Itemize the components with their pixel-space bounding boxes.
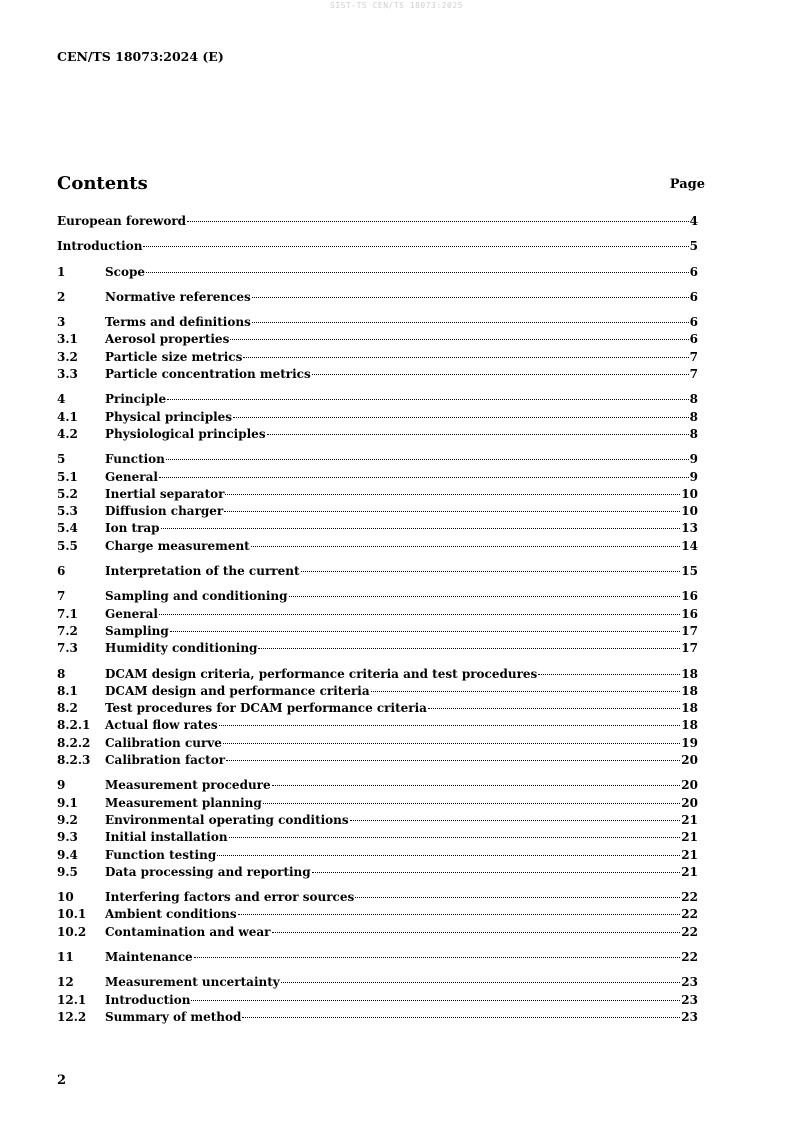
toc-entry[interactable]: [57, 315, 698, 332]
toc-entry-title: Function testing: [105, 847, 217, 862]
toc-entry-title: Physical principles: [105, 409, 233, 424]
toc-entry[interactable]: [57, 830, 698, 847]
toc-dot-leader: [223, 743, 680, 744]
toc-entry-page: 23: [681, 1009, 698, 1024]
toc-entry-page: 9: [689, 469, 698, 484]
toc-entry-page: 20: [681, 795, 698, 810]
toc-entry-page: 15: [681, 564, 698, 579]
toc-entry-page: 17: [681, 623, 698, 638]
toc-entry-number: 3.3: [57, 367, 78, 382]
toc-entry[interactable]: [57, 993, 698, 1010]
toc-entry-title: Principle: [105, 392, 167, 407]
toc-entry[interactable]: [57, 539, 698, 556]
toc-entry-number: 5: [57, 452, 66, 467]
toc-entry-number: 7.3: [57, 641, 78, 656]
toc-dot-leader: [252, 297, 689, 298]
toc-entry-number: 10.1: [57, 907, 87, 922]
toc-entry-title: Terms and definitions: [105, 315, 251, 330]
toc-entry[interactable]: [57, 736, 698, 753]
toc-dot-leader: [229, 837, 681, 838]
toc-entry-title: Ambient conditions: [105, 907, 237, 922]
toc-dot-leader: [187, 221, 689, 222]
toc-entry-title: Measurement uncertainty: [105, 975, 280, 990]
toc-entry-page: 21: [681, 864, 698, 879]
toc-entry-page: 20: [681, 778, 698, 793]
toc-entry-page: 8: [689, 426, 698, 441]
toc-entry-page: 23: [681, 975, 698, 990]
toc-entry-number: 6: [57, 564, 66, 579]
toc-dot-leader: [166, 459, 689, 460]
toc-entry[interactable]: [57, 487, 698, 504]
toc-entry-number: 12.1: [57, 992, 87, 1007]
toc-entry-page: 17: [681, 641, 698, 656]
toc-entry[interactable]: [57, 589, 698, 606]
toc-entry-title: General: [105, 606, 158, 621]
toc-entry-title: DCAM design and performance criteria: [105, 683, 370, 698]
toc-dot-leader: [267, 434, 689, 435]
toc-entry-title: Normative references: [105, 289, 251, 304]
toc-entry-page: 18: [681, 683, 698, 698]
toc-entry-number: 7.2: [57, 623, 78, 638]
toc-entry-page: 16: [681, 589, 698, 604]
toc-entry[interactable]: [57, 890, 698, 907]
toc-entry-title: Data processing and reporting: [105, 864, 311, 879]
toc-entry[interactable]: [57, 392, 698, 409]
toc-entry-number: 4.1: [57, 409, 78, 424]
toc-entry[interactable]: [57, 427, 698, 444]
toc-entry-number: 9.1: [57, 795, 78, 810]
toc-entry-number: 8.2.2: [57, 735, 91, 750]
toc-entry-number: 3.2: [57, 349, 78, 364]
toc-heading: Contents: [57, 173, 148, 194]
toc-dot-leader: [538, 674, 680, 675]
toc-entry-number: 5.1: [57, 469, 78, 484]
toc-entry-title: Function: [105, 452, 165, 467]
toc-entry[interactable]: [57, 641, 698, 658]
toc-entry-title: Introduction: [105, 992, 191, 1007]
toc-entry-number: 3.1: [57, 332, 78, 347]
toc-entry-page: 14: [681, 538, 698, 553]
toc-dot-leader: [170, 631, 681, 632]
toc-entry-number: 2: [57, 289, 66, 304]
toc-entry[interactable]: [57, 452, 698, 469]
toc-entry[interactable]: [57, 367, 698, 384]
toc-entry-title: General: [105, 469, 158, 484]
toc-entry[interactable]: [57, 848, 698, 865]
toc-entry[interactable]: [57, 350, 698, 367]
toc-dot-leader: [289, 596, 681, 597]
toc-entry-number: 5.4: [57, 521, 78, 536]
toc-entry-page: 23: [681, 992, 698, 1007]
toc-entry-title: Maintenance: [105, 949, 193, 964]
toc-entry-number: 7: [57, 589, 66, 604]
watermark: SIST-TS CEN/TS 18073:2025: [330, 1, 463, 10]
toc-entry-number: 9: [57, 778, 66, 793]
toc-entry-number: 8.2.3: [57, 753, 91, 768]
toc-dot-leader: [252, 322, 689, 323]
toc-entry-page: 19: [681, 735, 698, 750]
toc-dot-leader: [263, 803, 681, 804]
toc-entry[interactable]: [57, 410, 698, 427]
toc-dot-leader: [230, 339, 688, 340]
toc-entry-page: 8: [689, 392, 698, 407]
toc-entry-number: 11: [57, 949, 74, 964]
toc-dot-leader: [312, 872, 681, 873]
toc-entry-title: Contamination and wear: [105, 924, 271, 939]
toc-entry-page: 21: [681, 847, 698, 862]
toc-dot-leader: [159, 614, 680, 615]
toc-entry[interactable]: [57, 796, 698, 813]
toc-entry-number: 5.2: [57, 486, 78, 501]
toc-entry[interactable]: [57, 214, 698, 231]
toc-entry-page: 18: [681, 718, 698, 733]
toc-entry-number: 9.2: [57, 812, 78, 827]
toc-entry-page: 21: [681, 830, 698, 845]
toc-dot-leader: [272, 785, 681, 786]
toc-entry-number: 9.3: [57, 830, 78, 845]
toc-entry-title: Diffusion charger: [105, 504, 224, 519]
toc-entry-number: 9.4: [57, 847, 78, 862]
toc-dot-leader: [355, 897, 680, 898]
toc-entry-number: 12: [57, 975, 74, 990]
toc-entry-page: 22: [681, 907, 698, 922]
toc-entry[interactable]: [57, 778, 698, 795]
toc-entry[interactable]: [57, 564, 698, 581]
toc-dot-leader: [219, 725, 681, 726]
toc-entry-title: Sampling: [105, 623, 169, 638]
toc-dot-leader: [428, 708, 680, 709]
toc-dot-leader: [301, 571, 681, 572]
toc-entry[interactable]: [57, 1010, 698, 1027]
toc-entry-number: 8.2: [57, 701, 78, 716]
toc-dot-leader: [161, 528, 681, 529]
toc-entry-title: Aerosol properties: [105, 332, 230, 347]
toc-entry-title: Humidity conditioning: [105, 641, 258, 656]
toc-entry-page: 10: [681, 504, 698, 519]
toc-entry-title: Calibration curve: [105, 735, 222, 750]
toc-entry-number: 7.1: [57, 606, 78, 621]
toc-entry-title: Particle concentration metrics: [105, 367, 311, 382]
toc-entry[interactable]: [57, 624, 698, 641]
toc-dot-leader: [238, 914, 681, 915]
toc-entry-title: European foreword: [57, 214, 187, 228]
toc-entry[interactable]: [57, 925, 698, 942]
toc-entry-page: 6: [689, 315, 698, 330]
toc-entry-page: 5: [689, 239, 698, 254]
toc-entry-number: 8.2.1: [57, 718, 91, 733]
toc-dot-leader: [281, 982, 681, 983]
toc-entry[interactable]: [57, 813, 698, 830]
toc-entry-title: Summary of method: [105, 1009, 242, 1024]
toc-dot-leader: [312, 374, 689, 375]
toc-entry[interactable]: [57, 753, 698, 770]
toc-entry-number: 1: [57, 264, 66, 279]
toc-entry[interactable]: [57, 865, 698, 882]
toc-entry-number: 10.2: [57, 924, 87, 939]
toc-entry-title: Interpretation of the current: [105, 564, 300, 579]
toc-entry-number: 5.5: [57, 538, 78, 553]
toc-entry-title: Actual flow rates: [105, 718, 218, 733]
toc-entry-title: Charge measurement: [105, 538, 250, 553]
toc-entry[interactable]: [57, 975, 698, 992]
toc-entry[interactable]: [57, 907, 698, 924]
toc-dot-leader: [350, 820, 681, 821]
toc-entry-number: 9.5: [57, 864, 78, 879]
toc-entry-page: 9: [689, 452, 698, 467]
toc-entry-page: 6: [689, 264, 698, 279]
toc-entry-title: Physiological principles: [105, 426, 266, 441]
toc-entry[interactable]: [57, 332, 698, 349]
toc-entry-page: 16: [681, 606, 698, 621]
toc-entry-page: 20: [681, 753, 698, 768]
toc-entry-title: Measurement procedure: [105, 778, 271, 793]
table-of-contents: [57, 214, 698, 1027]
toc-dot-leader: [143, 246, 688, 247]
toc-entry[interactable]: [57, 684, 698, 701]
toc-entry[interactable]: [57, 718, 698, 735]
toc-entry-number: 10: [57, 890, 74, 905]
toc-entry-title: Initial installation: [105, 830, 228, 845]
toc-entry-page: 7: [689, 367, 698, 382]
toc-entry[interactable]: [57, 667, 698, 684]
page-number: 2: [57, 1073, 67, 1088]
toc-entry-page: 18: [681, 701, 698, 716]
toc-entry-page: 8: [689, 409, 698, 424]
toc-dot-leader: [191, 1000, 680, 1001]
toc-dot-leader: [272, 932, 681, 933]
toc-dot-leader: [371, 691, 681, 692]
toc-entry-page: 22: [681, 924, 698, 939]
toc-entry-title: Inertial separator: [105, 486, 225, 501]
toc-dot-leader: [251, 546, 681, 547]
toc-entry-page: 13: [681, 521, 698, 536]
toc-entry-page: 22: [681, 890, 698, 905]
toc-dot-leader: [217, 855, 680, 856]
toc-entry-title: Interfering factors and error sources: [105, 890, 355, 905]
toc-entry-page: 6: [689, 289, 698, 304]
toc-entry-number: 5.3: [57, 504, 78, 519]
toc-entry-title: Ion trap: [105, 521, 160, 536]
toc-entry[interactable]: [57, 701, 698, 718]
toc-dot-leader: [225, 494, 680, 495]
toc-entry[interactable]: [57, 521, 698, 538]
toc-entry-page: 6: [689, 332, 698, 347]
toc-entry-page: 10: [681, 486, 698, 501]
toc-entry-page: 22: [681, 949, 698, 964]
toc-entry-number: 12.2: [57, 1009, 87, 1024]
toc-dot-leader: [233, 417, 689, 418]
toc-entry-title: Measurement planning: [105, 795, 262, 810]
toc-entry[interactable]: [57, 950, 698, 967]
toc-entry[interactable]: [57, 290, 698, 307]
toc-entry-title: Test procedures for DCAM performance criteria: [105, 701, 427, 716]
toc-entry-page: 18: [681, 666, 698, 681]
toc-dot-leader: [146, 272, 689, 273]
toc-page-label: Page: [669, 177, 705, 192]
toc-entry-title: Scope: [105, 264, 146, 279]
toc-entry-title: Environmental operating conditions: [105, 812, 349, 827]
toc-dot-leader: [167, 399, 689, 400]
toc-entry[interactable]: [57, 239, 698, 256]
toc-entry[interactable]: [57, 265, 698, 282]
toc-dot-leader: [258, 648, 680, 649]
toc-dot-leader: [159, 477, 689, 478]
toc-entry-title: Sampling and conditioning: [105, 589, 288, 604]
toc-entry-number: 4.2: [57, 426, 78, 441]
toc-entry-title: Particle size metrics: [105, 349, 243, 364]
toc-entry[interactable]: [57, 470, 698, 487]
toc-dot-leader: [194, 957, 681, 958]
toc-dot-leader: [226, 760, 680, 761]
toc-entry[interactable]: [57, 504, 698, 521]
toc-entry-number: 8.1: [57, 683, 78, 698]
document-id: CEN/TS 18073:2024 (E): [57, 49, 224, 64]
toc-entry-page: 4: [689, 214, 698, 228]
toc-entry-number: 3: [57, 315, 66, 330]
toc-entry[interactable]: [57, 607, 698, 624]
toc-entry-title: Calibration factor: [105, 753, 226, 768]
toc-entry-number: 8: [57, 666, 66, 681]
toc-entry-title: DCAM design criteria, performance criteria and test procedures: [105, 666, 538, 681]
toc-dot-leader: [242, 1017, 680, 1018]
toc-dot-leader: [224, 511, 680, 512]
toc-dot-leader: [243, 357, 688, 358]
toc-entry-page: 21: [681, 812, 698, 827]
toc-entry-number: 4: [57, 392, 66, 407]
toc-entry-page: 7: [689, 349, 698, 364]
toc-entry-title: Introduction: [57, 239, 143, 254]
